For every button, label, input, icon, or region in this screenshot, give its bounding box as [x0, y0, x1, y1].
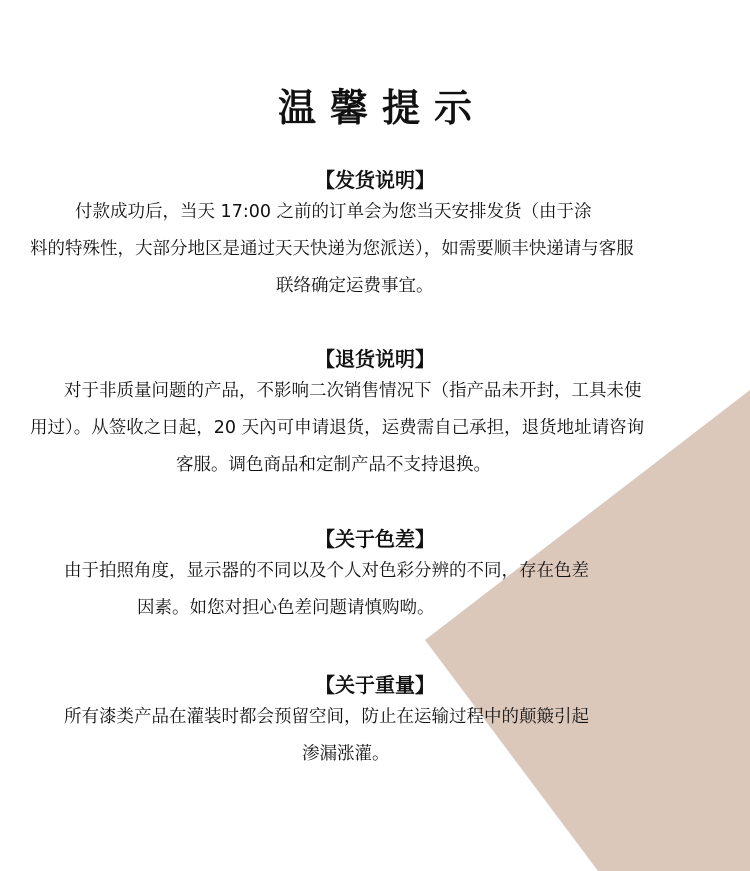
weight-heading: 【关于重量】: [315, 673, 435, 697]
shipping-line-1: 付款成功后，当天 17:00 之前的订单会为您当天安排发货（由于涂: [75, 202, 592, 222]
weight-line-1: 所有漆类产品在灌装时都会预留空间，防止在运输过程中的颠簸引起: [64, 707, 589, 727]
color-difference-heading: 【关于色差】: [315, 527, 435, 551]
returns-line-1: 对于非质量问题的产品，不影响二次销售情况下（指产品未开封，工具未使: [64, 381, 642, 401]
color-difference-section: [0, 525, 750, 627]
returns-heading: 【退货说明】: [315, 347, 435, 371]
weight-section: [0, 671, 750, 773]
color-difference-line-2: 因素。如您对担心色差问题请慎购呦。: [137, 598, 435, 618]
returns-line-3: 客服。调色商品和定制产品不支持退换。: [176, 455, 491, 475]
weight-line-2: 渗漏涨灌。: [302, 744, 390, 764]
shipping-line-3: 联络确定运费事宜。: [276, 276, 434, 296]
page-title: 温馨提示: [277, 85, 486, 130]
shipping-line-2: 料的特殊性，大部分地区是通过天天快递为您派送），如需要顺丰快递请与客服: [30, 239, 634, 259]
color-difference-line-1: 由于拍照角度，显示器的不同以及个人对色彩分辨的不同，存在色差: [64, 561, 589, 581]
shipping-section: [0, 166, 750, 305]
returns-line-2: 用过）。从签收之日起，20 天內可申请退货，运费需自己承担，退货地址请咨询: [30, 418, 645, 438]
returns-section: [0, 345, 750, 484]
shipping-heading: 【发货说明】: [315, 168, 435, 192]
